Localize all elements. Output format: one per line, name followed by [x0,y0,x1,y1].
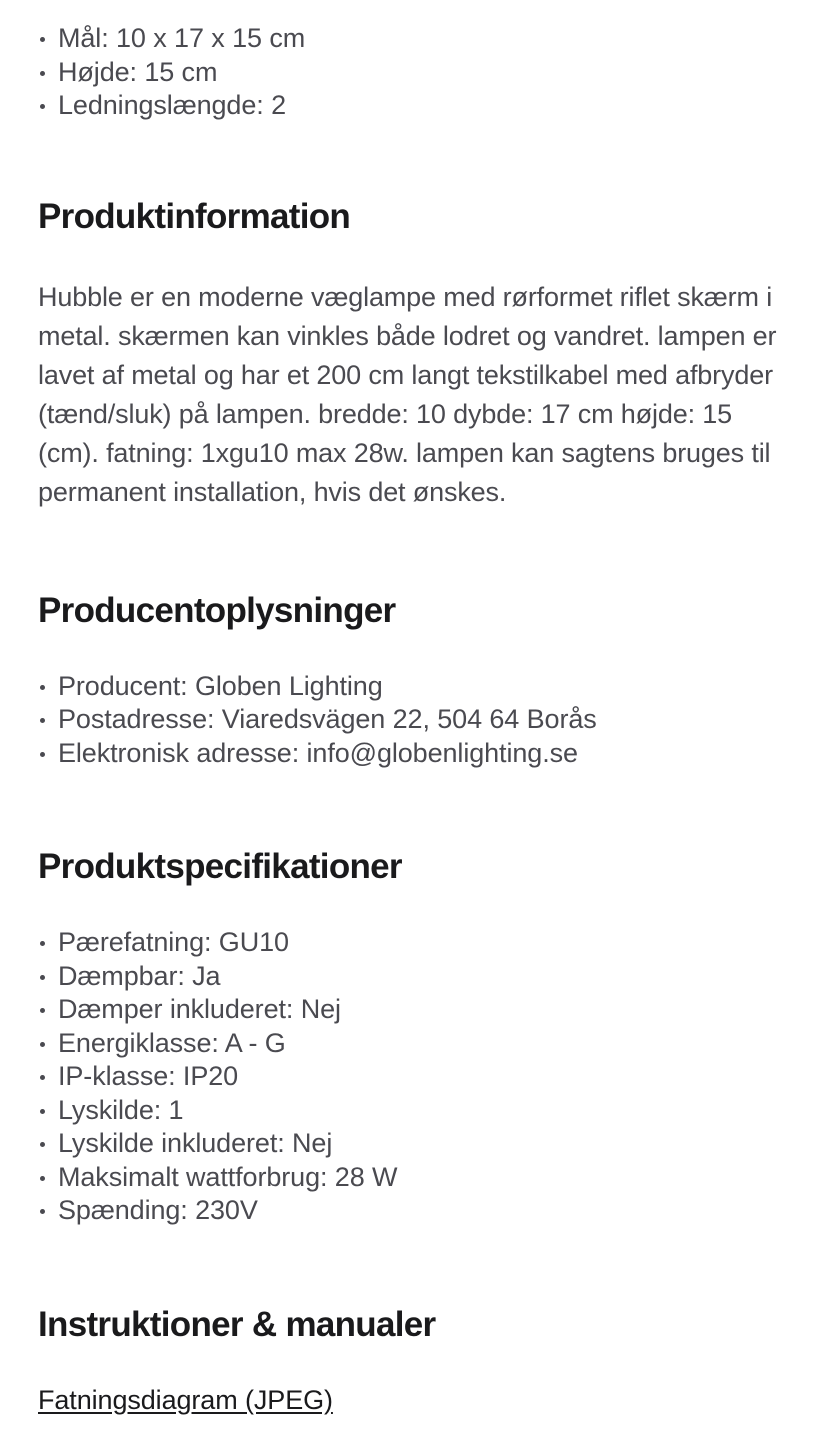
list-item: Producent: Globen Lighting [38,670,790,704]
list-item: Postadresse: Viaredsvägen 22, 504 64 Borås [38,703,790,737]
instructions-manuals-heading: Instruktioner & manualer [38,1304,436,1344]
manufacturer-information-heading: Producentoplysninger [38,590,396,630]
list-item: Energiklasse: A - G [38,1027,790,1061]
list-item: Maksimalt wattforbrug: 28 W [38,1161,790,1195]
list-item: Pærefatning: GU10 [38,926,790,960]
fitting-diagram-link[interactable]: Fatningsdiagram (JPEG) [38,1384,333,1415]
manufacturer-information-list [38,670,790,771]
product-specifications-list [38,926,790,1228]
product-information-heading: Produktinformation [38,196,351,236]
list-item: Højde: 15 cm [38,56,790,90]
product-specifications-section [38,770,790,1228]
list-item: Mål: 10 x 17 x 15 cm [38,22,790,56]
list-item: IP-klasse: IP20 [38,1060,790,1094]
list-item: Lyskilde inkluderet: Nej [38,1127,790,1161]
dimensions-section [38,0,790,123]
list-item: Elektronisk adresse: info@globenlighting.se [38,737,790,771]
list-item: Lyskilde: 1 [38,1094,790,1128]
instructions-manuals-section [38,1228,790,1417]
product-specifications-heading: Produktspecifikationer [38,847,402,886]
list-item: Dæmper inkluderet: Nej [38,993,790,1027]
product-information-body: Hubble er en moderne væglampe med rørformet riflet skærm i metal. skærmen kan vinkles både lodret og vandret. lampen er lavet af metal og har et 200 cm langt tekstilkabel med afbryder (tænd/sluk) på lampen. bredde: 10 dybde: 17 cm højde: 15 (cm). fatning: 1xgu10 max 28w. lampen kan sagtens bruges til permanent installation, hvis det ønskes. [38,281,777,507]
list-item: Spænding: 230V [38,1194,790,1228]
manual-links [38,1384,790,1417]
manufacturer-information-section [38,512,790,771]
product-information-section [38,123,790,512]
dimensions-list [38,22,790,123]
list-item: Ledningslængde: 2 [38,89,790,123]
list-item: Dæmpbar: Ja [38,960,790,994]
